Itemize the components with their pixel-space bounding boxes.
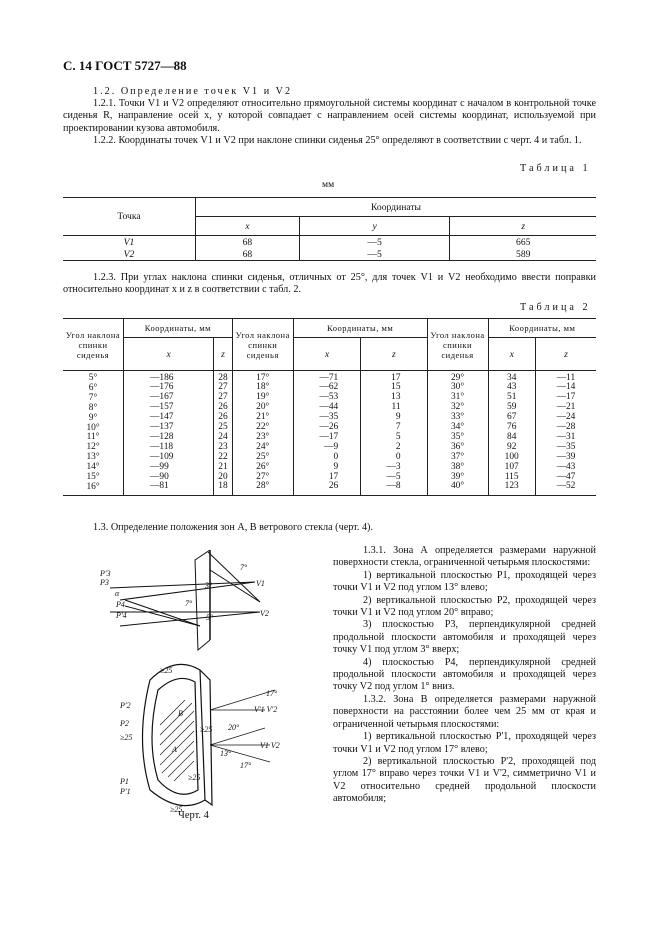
table-cell: 23°: [256, 431, 270, 442]
table-cell: —31: [556, 431, 576, 442]
table2-angle-header: Угол наклона спинки сиденья: [63, 319, 124, 371]
table1-header-point: Точка: [63, 198, 196, 236]
table2-list: [428, 374, 488, 493]
fig-label: P3: [100, 578, 109, 587]
table-cell: —26: [319, 422, 339, 433]
figure-windshield-zones: [60, 540, 320, 820]
table-2: [63, 318, 596, 496]
table-cell: —39: [556, 451, 576, 462]
table2-sub-z: z: [535, 338, 596, 371]
table2-col-x-1: [124, 371, 214, 496]
table-cell: 34: [507, 372, 517, 383]
table-cell: 26: [218, 402, 228, 413]
table-cell: 5°: [88, 373, 98, 383]
table-cell: 27: [218, 392, 228, 403]
table-cell: 15°: [86, 472, 100, 483]
top-view-drawing: [143, 664, 213, 805]
table-cell: 25: [218, 422, 228, 433]
table-cell: 31°: [450, 392, 465, 403]
table-cell: 40°: [450, 481, 465, 492]
table2-list: [214, 374, 232, 493]
table2-col-x-3: [488, 371, 535, 496]
table-cell: 27°: [256, 471, 270, 482]
table-cell: —157: [150, 402, 174, 413]
table-cell: —90: [150, 471, 169, 482]
table1-y: —5: [299, 236, 450, 249]
table-cell: —47: [556, 471, 576, 482]
table2-sub-x: x: [293, 338, 360, 371]
table-cell: —99: [150, 461, 169, 472]
table2-list: [361, 374, 426, 493]
table-cell: 115: [504, 471, 519, 482]
table-cell: 17: [391, 372, 401, 383]
table-cell: 21°: [256, 412, 270, 423]
table1-sub-y: y: [299, 217, 450, 236]
table-cell: 8°: [88, 402, 98, 413]
rc-para: 2) вертикальной плоскостью P'2, проходящей под углом 17° вправо через точки V1 и V'2, симметрично V1 и V2 относительно средней продольной плоскости автомобиля;: [333, 755, 596, 805]
table-cell: 18: [218, 481, 228, 492]
hatch-zone-a: [160, 700, 194, 781]
section-1-2-title: [63, 86, 596, 98]
table2-col-x-2: [293, 371, 360, 496]
table-cell: —28: [556, 422, 576, 433]
table2-col-z-3: [535, 371, 596, 496]
rc-para: 1) вертикальной плоскостью P'1, проходящей через точки V1 и V2 под углом 17° влево;: [333, 731, 596, 755]
table2-coords-header: Координаты, мм: [488, 319, 596, 338]
table-cell: 22°: [256, 422, 270, 433]
fig-label: 3°: [205, 581, 213, 590]
table-cell: 16°: [86, 481, 100, 492]
table-cell: 123: [504, 481, 519, 492]
fig-label: P'4: [116, 611, 127, 620]
fig-label: B: [178, 709, 183, 718]
table-cell: 24°: [256, 441, 270, 452]
table-cell: 26: [218, 412, 228, 423]
table-cell: 25°: [256, 451, 270, 462]
table2-coords-header: Координаты, мм: [124, 319, 233, 338]
table-cell: 19°: [256, 392, 270, 403]
para-1-2-1: 1.2.1. Точки V1 и V2 определяют относительно прямоугольной системы координат с началом в контрольной точке сиденья R, направление осей x, y которой совпадает с направлением осей системы координат, используемой при проектировании кузова автомобиля.: [63, 98, 596, 134]
fig-label: α: [115, 589, 120, 598]
fig-label: 13°: [220, 749, 232, 758]
fig-label: V'1 V'2: [254, 705, 278, 714]
table-cell: 12°: [86, 442, 100, 453]
table1-y: —5: [299, 248, 450, 261]
table2-angle-header: Угол наклона спинки сиденья: [232, 319, 293, 371]
para-1-2-3: 1.2.3. При углах наклона спинки сиденья, отличных от 25°, для точек V1 и V2 необходимо ввести поправки относительно координат x и z в соответствии с табл. 2.: [63, 272, 596, 296]
table2-col-z-2: [361, 371, 427, 496]
table-cell: 39°: [450, 471, 465, 482]
fig-label: P1: [120, 777, 129, 786]
table1-unit: мм: [322, 179, 335, 190]
table-cell: 28°: [256, 481, 270, 492]
table-cell: 32°: [450, 402, 465, 413]
table-cell: 2: [395, 441, 401, 452]
table-cell: 38°: [450, 461, 465, 472]
fig-label: 17°: [240, 761, 252, 770]
table-cell: 43: [507, 382, 517, 393]
table-cell: 6°: [88, 382, 98, 393]
table-cell: 0: [395, 451, 401, 462]
table-cell: —24: [556, 412, 576, 423]
rc-para: 4) плоскостью P4, перпендикулярной средней продольной плоскости автомобиля и проходящей через точку V2 под углом 1° вниз.: [333, 656, 596, 693]
table-cell: —186: [150, 372, 174, 383]
table-cell: 17: [328, 471, 339, 482]
table-cell: —35: [319, 412, 339, 423]
para-1-3: 1.3. Определение положения зон А, В ветрового стекла (черт. 4).: [93, 522, 373, 533]
table-cell: 59: [507, 402, 517, 413]
fig-label: V2: [260, 609, 269, 618]
table-1: [63, 197, 596, 261]
fig-label: V1 V2: [260, 741, 280, 750]
table-cell: 21: [218, 461, 228, 472]
table-cell: 7: [395, 422, 401, 433]
table-cell: 35°: [450, 431, 465, 442]
figure-caption: Черт. 4: [178, 810, 209, 821]
table-cell: 17°: [256, 372, 270, 383]
table2-body: [63, 371, 596, 496]
table-cell: 9°: [88, 412, 98, 423]
rc-para: 1) вертикальной плоскостью P1, проходящей через точки V1 и V2 под углом 13° влево;: [333, 569, 596, 594]
table2-col-angles-1: [63, 371, 124, 496]
table-cell: 51: [507, 392, 517, 403]
fig-label: 17°: [266, 689, 278, 698]
fig-label: 7°: [185, 599, 193, 608]
table2-list: [294, 374, 360, 493]
table-cell: —8: [386, 481, 401, 492]
table-cell: 20°: [256, 402, 270, 413]
table1-z: 665: [450, 236, 596, 249]
table2-col-angles-3: [427, 371, 488, 496]
table-cell: 26°: [256, 461, 270, 472]
table-cell: 18°: [256, 382, 270, 393]
table-cell: 28: [218, 372, 228, 383]
table2-col-angles-2: [232, 371, 293, 496]
table-cell: 36°: [450, 441, 465, 452]
fig-label: A: [172, 745, 177, 754]
table1-header-coords: Координаты: [196, 198, 597, 217]
table1-point: V2: [123, 248, 135, 260]
table2-list: [63, 374, 123, 493]
table-cell: 20: [218, 471, 228, 482]
table-cell: —128: [150, 431, 174, 442]
table1-x: 68: [196, 248, 300, 261]
table-cell: 13: [391, 392, 401, 403]
table-cell: —3: [386, 461, 401, 472]
table-cell: 100: [504, 451, 519, 462]
table-cell: 84: [507, 431, 517, 442]
table-cell: 22: [218, 451, 228, 462]
table1-sub-z: z: [450, 217, 596, 236]
table1-point: V1: [123, 236, 135, 248]
rc-para: 3) плоскостью P3, перпендикулярной средней продольной плоскости автомобиля и проходящей через точку V1 под углом 3° вверх;: [333, 619, 596, 656]
fig-label: ≥25: [160, 666, 173, 675]
table-cell: 24: [218, 431, 228, 442]
table-cell: —53: [319, 392, 339, 403]
table-cell: —109: [150, 451, 174, 462]
table-cell: —44: [319, 402, 339, 413]
table2-caption: Таблица 2: [520, 302, 591, 313]
right-column: [333, 545, 596, 806]
table-cell: 34°: [450, 422, 465, 433]
table-cell: —35: [556, 441, 576, 452]
fig-label: P'2: [120, 701, 131, 710]
table-cell: 9: [333, 461, 339, 472]
fig-label: 5°: [206, 613, 214, 622]
table2-sub-x: x: [488, 338, 535, 371]
section-1-2-text: 1.2. Определение точек V1 и V2: [93, 86, 293, 97]
table-cell: 30°: [450, 382, 465, 393]
table-cell: 13°: [86, 452, 100, 463]
table-cell: 11: [391, 402, 401, 413]
table2-sub-z: z: [361, 338, 427, 371]
table1-sub-x: x: [196, 217, 300, 236]
table2-list: [536, 374, 596, 493]
table-cell: —5: [386, 471, 401, 482]
table-cell: —52: [556, 481, 576, 492]
table-cell: —43: [556, 461, 576, 472]
fig-label: P2: [120, 719, 129, 728]
table-cell: —118: [150, 441, 174, 452]
table-cell: —17: [319, 431, 339, 442]
table-cell: —147: [150, 412, 174, 423]
table2-sub-z: z: [214, 338, 233, 371]
table-cell: 26: [328, 481, 339, 492]
table-cell: —62: [319, 382, 339, 393]
table2-sub-x: x: [124, 338, 214, 371]
table-cell: —137: [150, 422, 174, 433]
fig-label: P4: [116, 600, 125, 609]
table2-coords-header: Координаты, мм: [293, 319, 427, 338]
table1-x: 68: [196, 236, 300, 249]
fig-label: ≥25: [200, 725, 213, 734]
table2-list: [489, 374, 535, 493]
table2-angle-header: Угол наклона спинки сиденья: [427, 319, 488, 371]
table-cell: 10°: [86, 422, 100, 433]
rc-para: 1.3.2. Зона В определяется размерами наружной поверхности на расстоянии более чем 25 мм от края и ограниченной четырьмя плоскостями:: [333, 693, 596, 730]
table-cell: —17: [556, 392, 576, 403]
fig-label: V1: [256, 579, 265, 588]
table2-list: [124, 374, 213, 493]
table-cell: 27: [218, 382, 228, 393]
table-cell: 67: [507, 412, 517, 423]
table-cell: —21: [556, 402, 576, 413]
rc-para: 1.3.1. Зона А определяется размерами наружной поверхности стекла, ограниченной четырьмя плоскостями:: [333, 545, 596, 569]
fig-label: P'1: [120, 787, 131, 796]
table1-caption: Таблица 1: [520, 163, 591, 174]
table-cell: 9: [395, 412, 401, 423]
table-cell: 37°: [450, 451, 465, 462]
table2-col-z-1: [214, 371, 233, 496]
table-cell: —81: [150, 481, 169, 492]
table-row: [63, 236, 596, 249]
table-cell: 5: [395, 431, 401, 442]
table-cell: 11°: [86, 432, 100, 443]
fig-label: P'3: [100, 569, 111, 578]
table-cell: 29°: [450, 372, 465, 383]
table-cell: —71: [319, 372, 339, 383]
fig-label: 7°: [240, 563, 248, 572]
table2-list: [233, 374, 293, 493]
table-cell: —9: [324, 441, 339, 452]
fig-label: ≥25: [120, 733, 133, 742]
table-cell: —14: [556, 382, 576, 393]
table-cell: 76: [507, 422, 517, 433]
table-cell: 7°: [88, 392, 98, 403]
table-cell: 23: [218, 441, 228, 452]
rc-para: 2) вертикальной плоскостью P2, проходящей через точки V1 и V2 под углом 20° вправо;: [333, 594, 596, 619]
table-cell: 14°: [86, 462, 100, 473]
table-cell: 107: [504, 461, 519, 472]
table-cell: 0: [333, 451, 339, 462]
fig-label: ≥25: [188, 773, 201, 782]
fig-label: ≥25: [170, 805, 183, 814]
table-cell: —176: [150, 382, 174, 393]
table1-z: 589: [450, 248, 596, 261]
fig-label: 20°: [228, 723, 240, 732]
table-cell: 33°: [450, 412, 465, 423]
table-cell: 92: [507, 441, 517, 452]
table-row: [63, 248, 596, 261]
table-cell: —11: [556, 372, 576, 383]
para-1-2-2: 1.2.2. Координаты точек V1 и V2 при наклоне спинки сиденья 25° определяют в соответствии с черт. 4 и табл. 1.: [93, 135, 582, 146]
table-cell: —167: [150, 392, 174, 403]
page-header: С. 14 ГОСТ 5727—88: [63, 58, 187, 73]
table-cell: 15: [391, 382, 401, 393]
